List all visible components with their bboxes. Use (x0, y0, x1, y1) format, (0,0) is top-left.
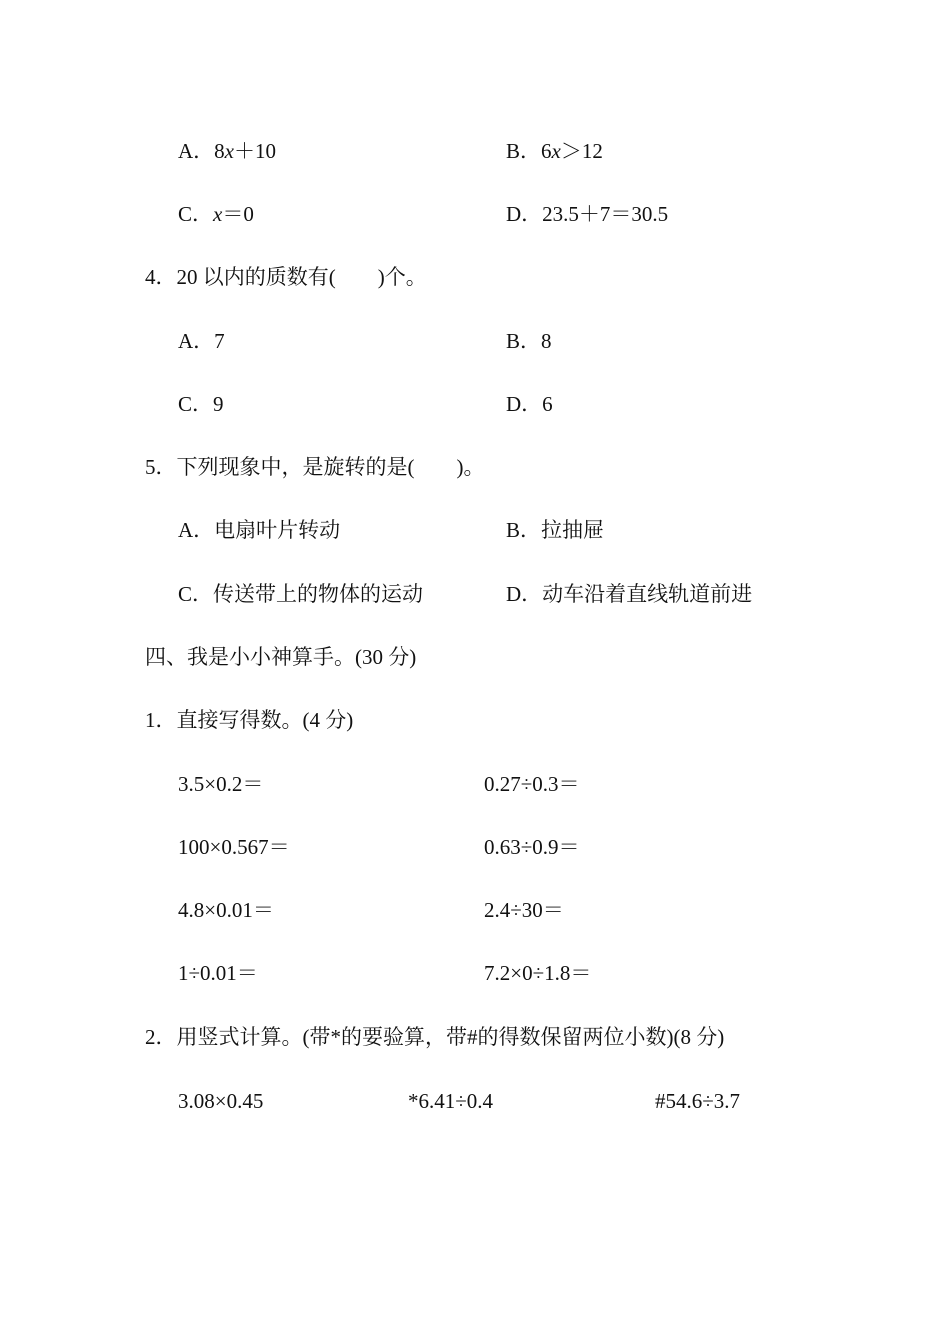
calc-item: 1÷0.01＝ (178, 961, 258, 985)
q4-option-c: C．9 (178, 392, 224, 416)
calc-item: 3.5×0.2＝ (178, 772, 264, 796)
vertical-calc-item: *6.41÷0.4 (408, 1089, 494, 1113)
q4-option-a: A．7 (178, 329, 225, 353)
q3-option-a: A．8x＋10 (178, 139, 276, 163)
calc-item: 7.2×0÷1.8＝ (484, 961, 592, 985)
section-title: 四、我是小小神算手。(30 分) (145, 645, 417, 669)
q4-option-b: B．8 (506, 329, 552, 353)
q5-option-d: D．动车沿着直线轨道前进 (506, 582, 753, 606)
calc-item: 2.4÷30＝ (484, 898, 564, 922)
q3-option-c: C．x＝0 (178, 202, 254, 226)
vertical-calc-item: 3.08×0.45 (178, 1089, 264, 1113)
calc-item: 0.27÷0.3＝ (484, 772, 580, 796)
q3-option-b: B．6x＞12 (506, 139, 603, 163)
q5-option-c: C．传送带上的物体的运动 (178, 582, 424, 606)
q4-stem: 4．20 以内的质数有( )个。 (145, 265, 427, 289)
part2-stem: 2．用竖式计算。(带*的要验算，带#的得数保留两位小数)(8 分) (145, 1025, 725, 1049)
calc-item: 0.63÷0.9＝ (484, 835, 580, 859)
q5-option-a: A．电扇叶片转动 (178, 518, 341, 542)
q5-option-b: B．拉抽屉 (506, 518, 605, 542)
q3-option-d: D．23.5＋7＝30.5 (506, 202, 669, 226)
q5-stem: 5．下列现象中，是旋转的是( )。 (145, 455, 485, 479)
part1-stem: 1．直接写得数。(4 分) (145, 708, 354, 732)
calc-item: 4.8×0.01＝ (178, 898, 274, 922)
calc-item: 100×0.567＝ (178, 835, 290, 859)
vertical-calc-item: #54.6÷3.7 (655, 1089, 741, 1113)
q4-option-d: D．6 (506, 392, 553, 416)
